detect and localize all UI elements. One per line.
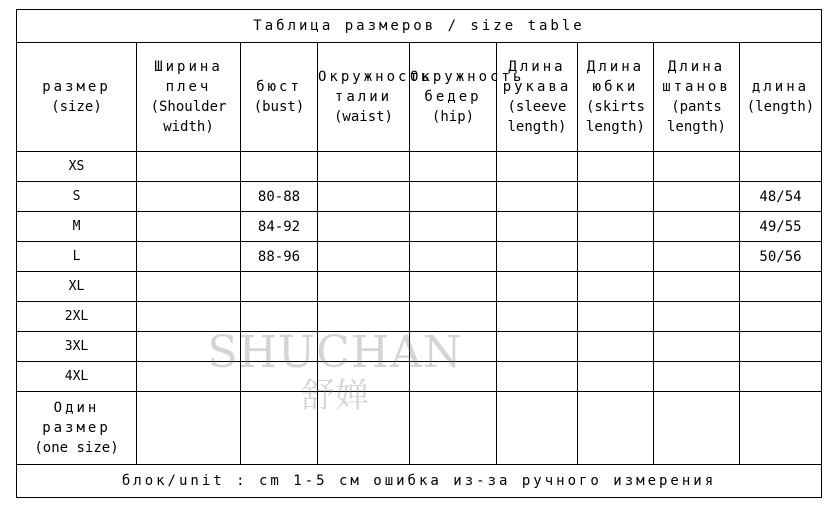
- table-cell: [578, 152, 654, 182]
- table-cell: [318, 302, 410, 332]
- table-cell: [497, 362, 578, 392]
- column-header-shoulder: [137, 43, 241, 152]
- one-size-label-en: (one size): [34, 440, 119, 456]
- column-header-pants-en: (pants length): [666, 99, 726, 135]
- table-cell: [410, 362, 497, 392]
- table-cell: [497, 152, 578, 182]
- table-cell: [497, 182, 578, 212]
- table-cell: [410, 212, 497, 242]
- watermark-cjk: 舒婵: [301, 376, 369, 416]
- table-row: [17, 272, 822, 302]
- column-header-sleeve-ru: Длина рукава: [502, 59, 572, 95]
- table-cell: [241, 332, 318, 362]
- table-cell: [241, 272, 318, 302]
- row-size-label: XL: [17, 272, 137, 302]
- column-header-size: [17, 43, 137, 152]
- table-row: [17, 182, 822, 212]
- table-cell: [318, 362, 410, 392]
- table-cell: [654, 362, 740, 392]
- row-size-label: M: [17, 212, 137, 242]
- row-size-label: 2XL: [17, 302, 137, 332]
- table-cell: [241, 152, 318, 182]
- table-cell: [410, 302, 497, 332]
- row-size-label-one-size: [17, 392, 137, 465]
- watermark-latin: SHUCHAN: [207, 327, 463, 378]
- table-cell: [137, 152, 241, 182]
- table-cell: [497, 392, 578, 465]
- table-cell: [578, 212, 654, 242]
- table-cell: [497, 242, 578, 272]
- column-header-bust: [241, 43, 318, 152]
- table-cell: [137, 392, 241, 465]
- table-cell: [318, 212, 410, 242]
- table-row: [17, 302, 822, 332]
- column-header-hip-ru: Окружность бедер: [410, 69, 525, 105]
- size-table: [16, 9, 822, 498]
- table-cell: [654, 242, 740, 272]
- row-size-label: XS: [17, 152, 137, 182]
- table-cell: [740, 302, 822, 332]
- table-cell: 49/55: [740, 212, 822, 242]
- table-cell: [654, 302, 740, 332]
- table-cell: [318, 392, 410, 465]
- table-cell: [578, 272, 654, 302]
- table-cell: [654, 392, 740, 465]
- column-header-skirt-en: (skirts length): [585, 99, 645, 135]
- table-cell: [137, 212, 241, 242]
- column-header-skirt-ru: Длина юбки: [586, 59, 645, 95]
- column-header-pants-ru: Длина штанов: [662, 59, 731, 95]
- header-row: [17, 43, 822, 152]
- table-cell: 88-96: [241, 242, 318, 272]
- table-cell: [654, 182, 740, 212]
- column-header-sleeve-en: (sleeve length): [507, 99, 567, 135]
- table-cell: [578, 242, 654, 272]
- column-header-bust-en: (bust): [253, 99, 305, 115]
- column-header-skirt: [578, 43, 654, 152]
- table-cell: [410, 182, 497, 212]
- table-cell: [318, 332, 410, 362]
- table-cell: [497, 302, 578, 332]
- row-size-label: 3XL: [17, 332, 137, 362]
- table-cell: [578, 332, 654, 362]
- column-header-size-ru: размер: [42, 79, 111, 95]
- table-cell: [654, 272, 740, 302]
- table-cell: [740, 392, 822, 465]
- table-cell: [578, 362, 654, 392]
- table-cell: [318, 242, 410, 272]
- table-cell: [578, 392, 654, 465]
- size-table-frame: [16, 9, 821, 503]
- table-cell: [410, 242, 497, 272]
- column-header-waist: [318, 43, 433, 152]
- one-size-label-ru: Один размер: [42, 400, 111, 436]
- column-header-pants: [654, 43, 740, 152]
- table-row-one-size: [17, 392, 822, 465]
- column-header-length-ru: длина: [751, 79, 810, 95]
- table-cell: [410, 332, 497, 362]
- table-cell: [241, 362, 318, 392]
- column-header-waist-en: (waist): [333, 109, 393, 125]
- table-cell: [137, 182, 241, 212]
- table-cell: [740, 362, 822, 392]
- table-cell: [740, 152, 822, 182]
- table-cell: [497, 332, 578, 362]
- table-row: [17, 332, 822, 362]
- table-row: [17, 152, 822, 182]
- table-cell: [654, 332, 740, 362]
- column-header-size-en: (size): [51, 99, 102, 115]
- table-cell: [318, 272, 410, 302]
- table-cell: [654, 212, 740, 242]
- table-cell: [137, 302, 241, 332]
- table-cell: [410, 392, 497, 465]
- table-cell: [497, 212, 578, 242]
- table-cell: [241, 302, 318, 332]
- table-cell: [410, 152, 497, 182]
- table-cell: [740, 332, 822, 362]
- table-cell: [137, 362, 241, 392]
- table-row: [17, 362, 822, 392]
- table-cell: [137, 272, 241, 302]
- table-cell: [578, 182, 654, 212]
- table-cell: [318, 152, 410, 182]
- table-cell: [137, 332, 241, 362]
- table-cell: [318, 182, 410, 212]
- table-cell: [740, 272, 822, 302]
- table-cell: [241, 392, 318, 465]
- table-row: [17, 212, 822, 242]
- column-header-shoulder-ru: Ширина плеч: [154, 59, 223, 95]
- column-header-sleeve: [497, 43, 578, 152]
- row-size-label: S: [17, 182, 137, 212]
- table-cell: [137, 242, 241, 272]
- table-cell: 50/56: [740, 242, 822, 272]
- row-size-label: 4XL: [17, 362, 137, 392]
- row-size-label: L: [17, 242, 137, 272]
- table-cell: [578, 302, 654, 332]
- table-cell: [410, 272, 497, 302]
- column-header-length-en: (length): [746, 99, 815, 115]
- column-header-length: [740, 43, 822, 152]
- table-row: [17, 242, 822, 272]
- table-cell: [654, 152, 740, 182]
- column-header-shoulder-en: (Shoulder width): [150, 99, 227, 135]
- column-header-waist-ru: Окружность талии: [318, 69, 433, 105]
- table-cell: [497, 272, 578, 302]
- column-header-bust-ru: бюст: [256, 79, 302, 95]
- table-title: Таблица размеров / size table: [17, 10, 822, 43]
- column-header-hip: [410, 43, 525, 152]
- table-footer-note: блок/unit : cm 1-5 см ошибка из-за ручного измерения: [17, 465, 822, 498]
- table-cell: 48/54: [740, 182, 822, 212]
- table-cell: 84-92: [241, 212, 318, 242]
- table-cell: 80-88: [241, 182, 318, 212]
- column-header-hip-en: (hip): [431, 109, 475, 125]
